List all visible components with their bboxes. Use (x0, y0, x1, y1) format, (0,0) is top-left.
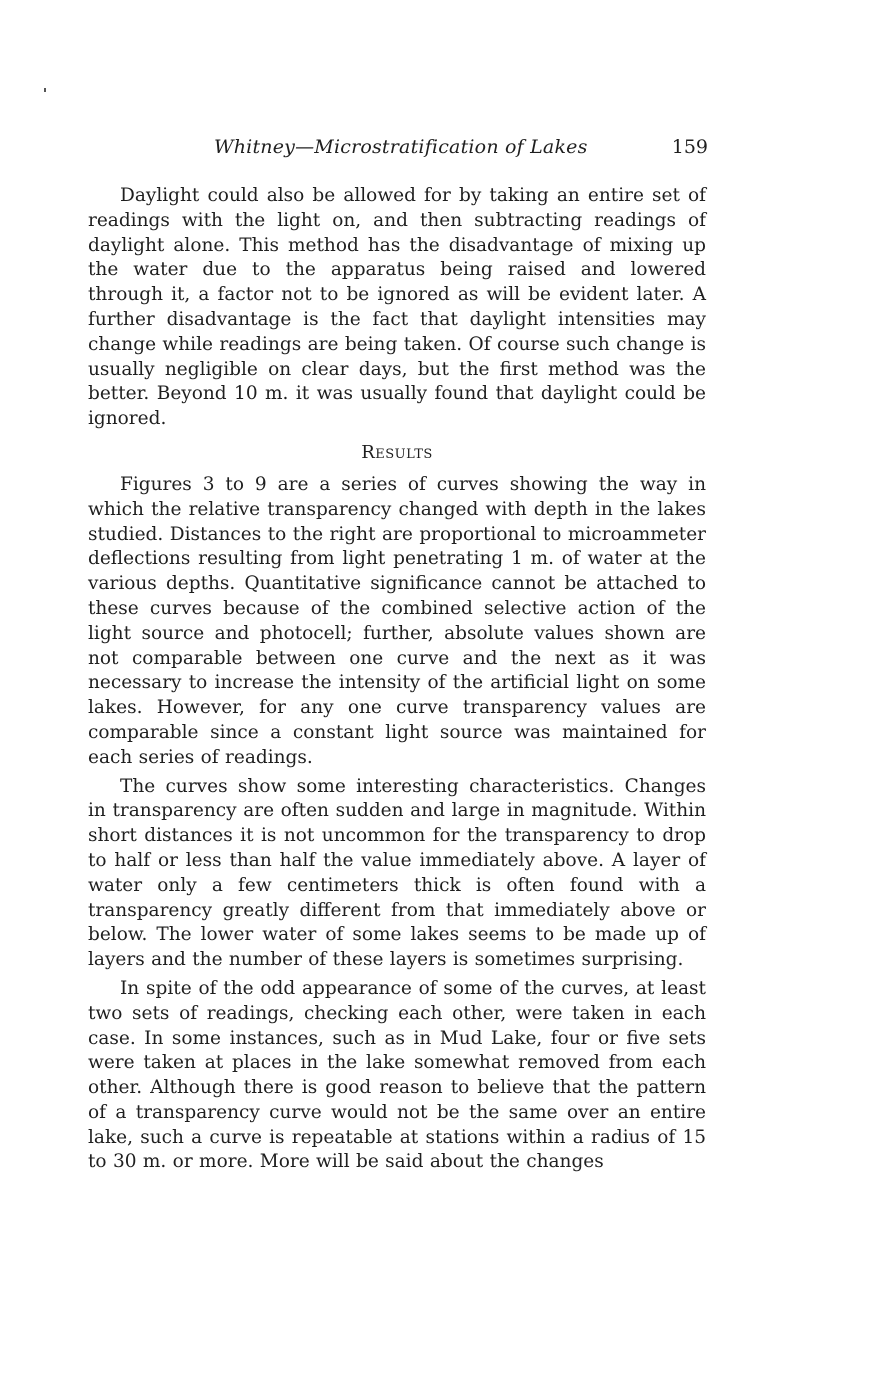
running-title: Whitney—Microstratification of Lakes (214, 136, 588, 158)
margin-speck (44, 88, 46, 92)
paragraph-figures: Figures 3 to 9 are a series of curves showing the way in which the relative transparency changed with depth in the lakes studied. Distances to the right are proportional to microammeter deflections resulting from light penetrating 1 m. of water at the various depths. Quantitative significance cannot be attached to these curves because of the combined selective action of the light source and photocell; further, absolute values shown are not comparable between one curve and the next as it was necessary to increase the intensity of the artificial light on some lakes. However, for any one curve transparency values are comparable since a constant light source was maintained for each series of readings. (88, 473, 706, 768)
running-head (88, 136, 708, 164)
paragraph-curves: The curves show some interesting characteristics. Changes in transparency are often sudden and large in magnitude. Within short distances it is not uncommon for the transparency to drop to half or less than half the value immediately above. A layer of water only a few centimeters thick is often found with a transparency greatly different from that immediately above or below. The lower water of some lakes seems to be made up of layers and the number of these layers is sometimes surprising. (88, 775, 706, 971)
page-number: 159 (671, 136, 708, 158)
body-text (88, 184, 706, 1175)
paragraph-daylight: Daylight could also be allowed for by taking an entire set of readings with the light on, and then subtracting readings of daylight alone. This method has the disadvantage of mixing up the water due to the apparatus being raised and lowered through it, a factor not to be ignored as will be evident later. A further disadvantage is the fact that daylight intensities may change while readings are being taken. Of course such change is usually negligible on clear days, but the first method was the better. Beyond 10 m. it was usually found that daylight could be ignored. (88, 185, 706, 430)
section-heading-results: Results (361, 441, 433, 463)
paragraph-readings: In spite of the odd appearance of some of the curves, at least two sets of readings, checking each other, were taken in each case. In some instances, such as in Mud Lake, four or five sets were taken at places in the lake somewhat removed from each other. Although there is good reason to believe that the pattern of a transparency curve would not be the same over an entire lake, such a curve is repeatable at stations within a radius of 15 to 30 m. or more. More will be said about the changes (88, 977, 706, 1173)
